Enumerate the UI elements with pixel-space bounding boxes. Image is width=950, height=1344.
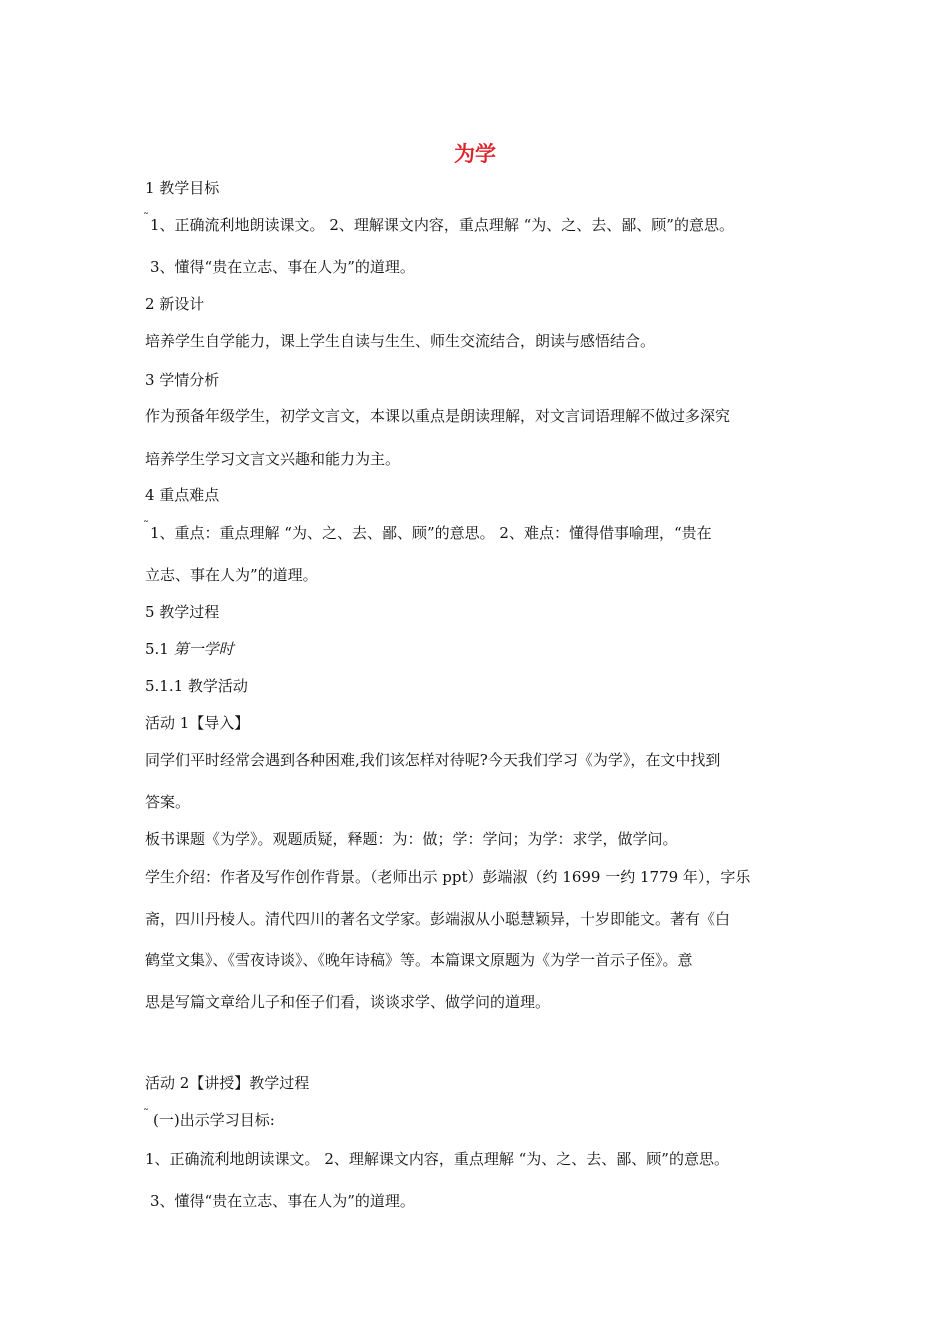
- section-heading-analysis: 3 学情分析: [145, 371, 220, 389]
- tilde-mark: ˜: [143, 211, 149, 225]
- section-heading-key-points: 4 重点难点: [145, 486, 220, 504]
- objectives-line-2: 3、懂得“贵在立志、事在人为”的道理。: [150, 258, 415, 276]
- activity-1-text: 斋，四川丹棱人。清代四川的著名文学家。彭端淑从小聪慧颖异，十岁即能文。著有《白: [145, 910, 731, 928]
- section-heading-objectives: 1 教学目标: [145, 179, 220, 197]
- subsection-number: 5.1: [145, 640, 174, 658]
- design-line-1: 培养学生自学能力，课上学生自读与生生、师生交流结合，朗读与感悟结合。: [145, 332, 656, 350]
- activity-1-text: 鹤堂文集》、《雪夜诗谈》、《晚年诗稿》等。本篇课文原题为《为学一首示子侄》。意: [145, 951, 693, 969]
- activity-1-text: 答案。: [145, 793, 191, 811]
- activity-1-text: 思是写篇文章给儿子和侄子们看，谈谈求学、做学问的道理。: [145, 993, 551, 1011]
- activity-1-text: 板书课题《为学》。观题质疑，释题：为：做；学：学问；为学：求学，做学问。: [145, 830, 678, 848]
- tilde-mark: ˜: [143, 1107, 149, 1121]
- activity-1-text: 同学们平时经常会遇到各种困难,我们该怎样对待呢?今天我们学习《为学》，在文中找到: [145, 751, 721, 769]
- document-title: 为学: [454, 142, 496, 166]
- activity-1-text: 学生介绍：作者及写作创作背景。（老师出示 ppt）彭端淑（约 1699 一约 1779 年），字乐: [145, 868, 751, 886]
- activity-2-objective-line-2: 3、懂得“贵在立志、事在人为”的道理。: [150, 1192, 415, 1210]
- activity-2-heading: 活动 2【讲授】教学过程: [145, 1074, 310, 1092]
- analysis-line-1: 作为预备年级学生，初学文言文，本课以重点是朗读理解，对文言词语理解不做过多深究: [145, 407, 731, 425]
- objectives-line-1: 1、正确流利地朗读课文。 2、理解课文内容，重点理解 “为、之、去、鄙、顾”的意思。: [150, 216, 734, 234]
- subsection-heading-activities: 5.1.1 教学活动: [145, 677, 248, 695]
- key-points-line-2: 立志、事在人为”的道理。: [145, 566, 318, 584]
- tilde-mark: ˜: [143, 519, 149, 533]
- section-heading-design: 2 新设计: [145, 295, 205, 313]
- key-points-line-1: 1、重点：重点理解 “为、之、去、鄙、顾”的意思。 2、难点：懂得借事喻理，“贵在: [150, 524, 712, 542]
- activity-2-subheading: (一)出示学习目标:: [153, 1111, 275, 1129]
- analysis-line-2: 培养学生学习文言文兴趣和能力为主。: [145, 450, 401, 468]
- activity-2-objective-line-1: 1、正确流利地朗读课文。 2、理解课文内容，重点理解 “为、之、去、鄙、顾”的意思。: [145, 1150, 729, 1168]
- subsection-title: 第一学时: [173, 640, 234, 658]
- subsection-heading-first-lesson: [145, 639, 234, 659]
- activity-1-heading: 活动 1【导入】: [145, 714, 250, 732]
- section-heading-process: 5 教学过程: [145, 603, 220, 621]
